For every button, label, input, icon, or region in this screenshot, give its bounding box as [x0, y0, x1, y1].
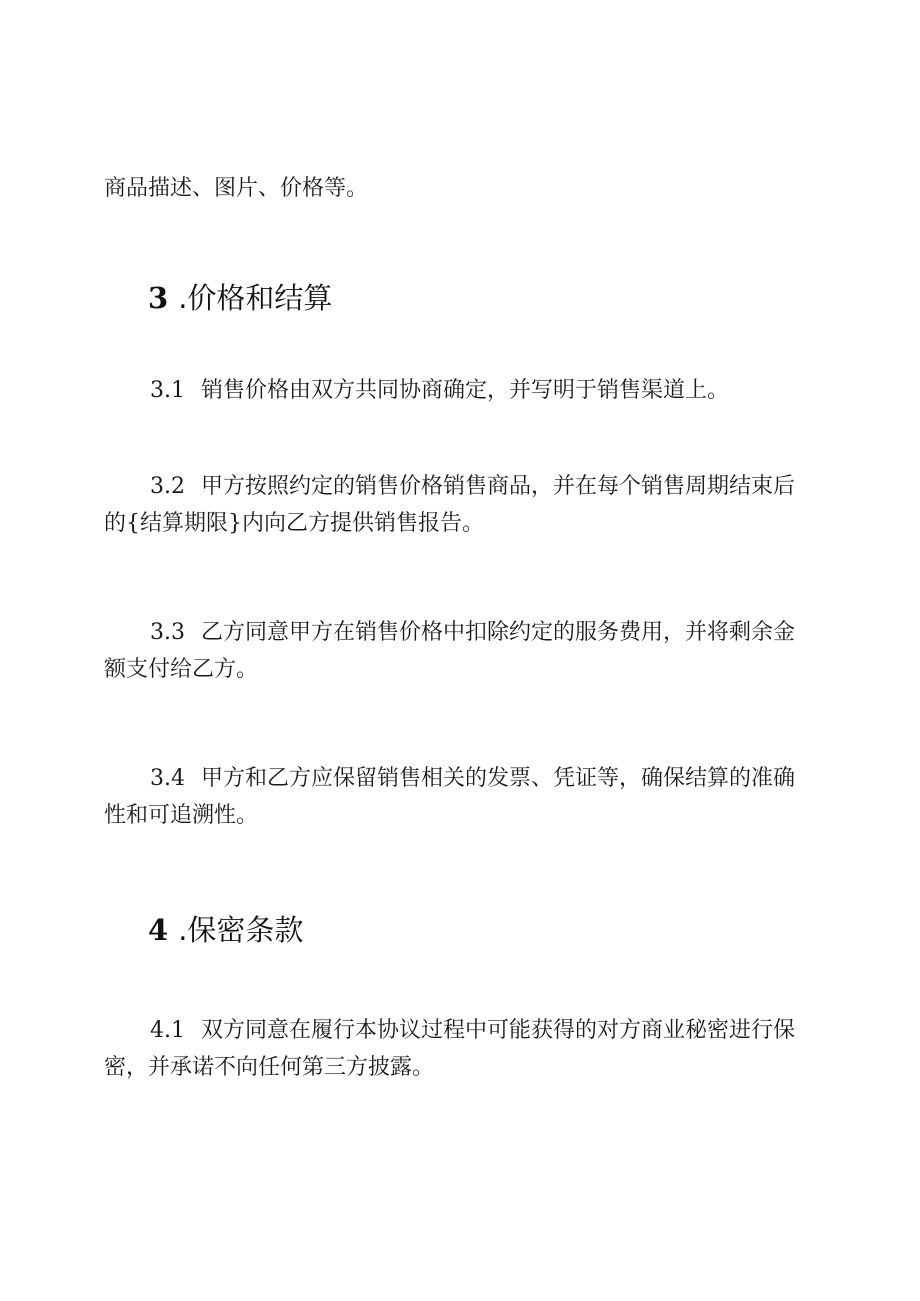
- clause-3-2: [104, 468, 816, 542]
- clause-text: 乙方同意甲方在销售价格中扣除约定的服务费用，并将剩余金额支付给乙方。: [104, 620, 796, 682]
- section-4-number: 4: [148, 913, 169, 947]
- clause-text: 甲方按照约定的销售价格销售商品，并在每个销售周期结束后的{结算期限}内向乙方提供销售报告。: [104, 474, 796, 536]
- clause-number: 3.1: [150, 378, 185, 403]
- clause-3-3: [104, 614, 816, 688]
- clause-number: 3.3: [150, 620, 185, 645]
- clause-3-1: [104, 372, 816, 409]
- section-4-heading: [148, 912, 303, 948]
- clause-number: 3.4: [150, 766, 185, 791]
- section-4-title: .保密条款: [178, 913, 304, 947]
- clause-number: 4.1: [150, 1018, 185, 1043]
- intro-continuation: 商品描述、图片、价格等。: [104, 176, 369, 201]
- clause-text: 双方同意在履行本协议过程中可能获得的对方商业秘密进行保密，并承诺不向任何第三方披露。: [104, 1018, 796, 1080]
- clause-3-4: [104, 760, 816, 834]
- section-3-number: 3: [148, 281, 169, 315]
- section-3-heading: [148, 280, 332, 316]
- clause-text: 甲方和乙方应保留销售相关的发票、凭证等，确保结算的准确性和可追溯性。: [104, 766, 796, 828]
- clause-number: 3.2: [150, 474, 185, 499]
- clause-text: 销售价格由双方共同协商确定，并写明于销售渠道上。: [201, 378, 730, 403]
- clause-4-1: [104, 1012, 816, 1086]
- section-3-title: .价格和结算: [178, 281, 333, 315]
